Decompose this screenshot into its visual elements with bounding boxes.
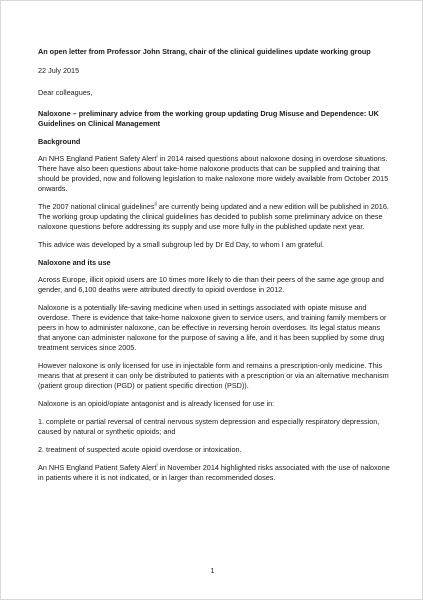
paragraph: However naloxone is only licensed for use in injectable form and remains a prescription-only medicine. This means that at present it can only be distributed to patients with a prescription or via an alternative mechanism (patient group direction (PGD) or patient specific direction (PSD)). <box>38 361 389 390</box>
paragraph: Across Europe, illicit opioid users are 10 times more likely to die than their peers of the same age group and gender, and 6,100 deaths were attributed directly to opioid overdose in 2012. <box>38 275 384 294</box>
letter-body <box>38 47 390 491</box>
paragraph: This advice was developed by a small subgroup led by Dr Ed Day, to whom I am grateful. <box>38 240 324 249</box>
letter-subject: Naloxone – preliminary advice from the working group updating Drug Misuse and Dependence: UK Guidelines on Clinical Management <box>38 109 379 128</box>
footnote-ref: ii <box>154 201 157 208</box>
footnote-ref: i <box>156 462 158 469</box>
paragraph <box>38 463 390 483</box>
paragraph-text: are currently being updated and a new edition will be published in 2016. The working group updating the clinical guidelines has decided to publish some preliminary advice on these naloxone questions before addressing its supply and use more fully in the published update next year. <box>38 202 389 231</box>
section-heading-naloxone: Naloxone and its use <box>38 258 111 267</box>
paragraph-text: An NHS England Patient Safety Alert <box>38 154 157 163</box>
salutation: Dear colleagues, <box>38 88 93 97</box>
paragraph: Naloxone is a potentially life-saving medicine when used in settings associated with opiate misuse and overdose. There is evidence that take-home naloxone given to service users, and training family members or peers in how to administer naloxone, can be effective in reversing heroin overdoses. Its legal status means that anyone can administer naloxone for the purpose of saving a life, and it has been supplied by some drug treatment services since 2005. <box>38 303 387 352</box>
paragraph <box>38 154 390 194</box>
paragraph-text: The 2007 national clinical guidelines <box>38 202 155 211</box>
letter-heading: An open letter from Professor John Strang, chair of the clinical guidelines update working group <box>38 47 371 56</box>
paragraph-text: in 2014 raised questions about naloxone dosing in overdose situations. There have also been questions about take-home naloxone products that can be supplied and training that should be provided, now and following legislation to make naloxone more widely available from October 2015 onwards. <box>38 154 389 193</box>
list-item: 1. complete or partial reversal of central nervous system depression and especially respiratory depression, caused by natural or synthetic opioids; and <box>38 417 380 436</box>
section-heading-background: Background <box>38 137 81 146</box>
letter-date: 22 July 2015 <box>38 66 80 75</box>
paragraph-text: in November 2014 highlighted risks associated with the use of naloxone in patients where it is not indicated, or in larger than recommended doses. <box>38 463 390 482</box>
page-number: 1 <box>210 568 215 575</box>
paragraph <box>38 202 390 232</box>
paragraph-text: An NHS England Patient Safety Alert <box>38 463 157 472</box>
list-item: 2. treatment of suspected acute opioid overdose or intoxication. <box>38 445 242 454</box>
paragraph: Naloxone is an opioid/opiate antagonist and is already licensed for use in: <box>38 399 275 408</box>
footnote-ref: i <box>156 153 158 160</box>
